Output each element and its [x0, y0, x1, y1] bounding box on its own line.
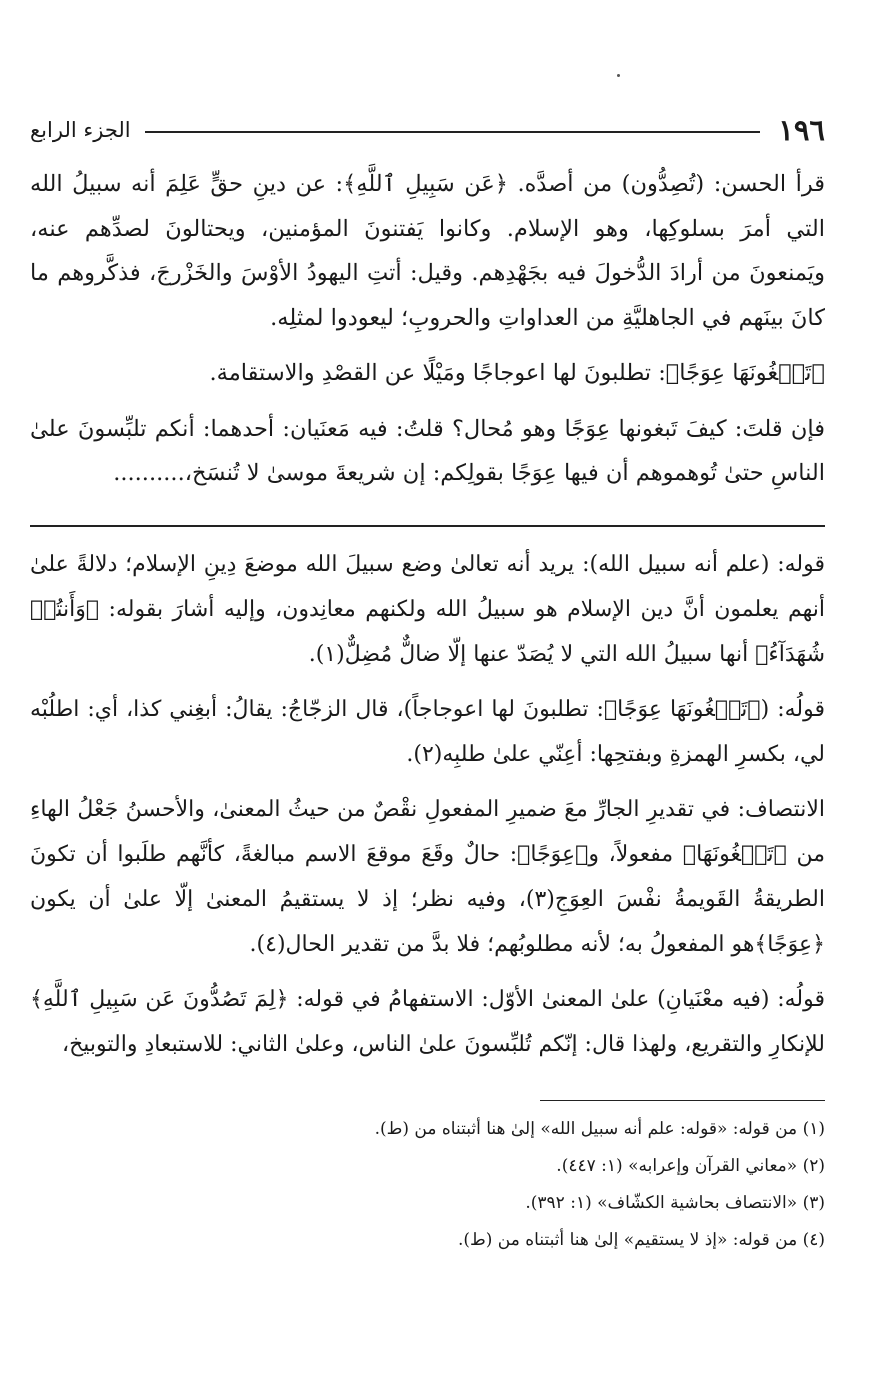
main-text: [30, 162, 825, 507]
footnote-divider: [540, 1100, 825, 1101]
main-paragraph: فإن قلتَ: كيفَ تَبغونها عِوَجًا وهو مُحال؟ قلتُ: فيه مَعنَيان: أحدهما: أنكم تلبِّسونَ علىٰ الناسِ حتىٰ تُوهموهم أن فيها عِوَجًا بقولِكم: إن شريعةَ موسىٰ لا تُنسَخ،..........: [30, 415, 825, 486]
header-rule: [145, 131, 761, 133]
footnotes: [30, 1111, 825, 1259]
footnote: (١) من قوله: «قوله: علم أنه سبيل الله» إلىٰ هنا أثبتناه من (ط).: [374, 1119, 825, 1139]
page-header: [30, 112, 825, 148]
main-paragraph: ﴿تَبۡغُونَهَا عِوَجًا﴾: تطلبونَ لها اعوجاجًا ومَيْلًا عن القصْدِ والاستقامة.: [209, 360, 825, 386]
commentary-text: [30, 542, 825, 1077]
main-commentary-divider: [30, 525, 825, 527]
commentary-paragraph: قولُه: (فيه معْنَيانِ) علىٰ المعنىٰ الأوّل: الاستفهامُ في قوله: ﴿لِمَ تَصُدُّونَ عَن سَبِيلِ ٱللَّهِ﴾ للإنكارِ والتقريع، ولهذا قال: إنّكم تُلبِّسونَ علىٰ الناس، وعلىٰ الثاني: للاستبعادِ والتوبيخ،: [30, 987, 825, 1057]
main-paragraph: قرأ الحسن: (تُصِدُّون) من أصدَّه. ﴿عَن سَبِيلِ ٱللَّهِ﴾: عن دينِ حقٍّ عَلِمَ أنه سبيلُ الله التي أمرَ بسلوكِها، وهو الإسلام. وكانوا يَفتنونَ المؤمنين، ويحتالونَ لصدِّهم عنه، ويَمنعونَ من أرادَ الدُّخولَ فيه بجَهْدِهم. وقيل: أتتِ اليهودُ الأوْسَ والخَزْرجَ، فذكَّروهم ما كانَ بينَهم في الجاهليَّةِ من العداواتِ والحروبِ؛ ليعودوا لمثلِه.: [30, 171, 825, 331]
commentary-paragraph: الانتصاف: في تقديرِ الجارِّ معَ ضميرِ المفعولِ نقْصٌ من حيثُ المعنىٰ، والأحسنُ جَعْلُ الهاءِ من ﴿تَبۡغُونَهَا﴾ مفعولاً، و﴿عِوَجًا﴾: حالٌ وقَعَ موقعَ الاسم مبالغةً، كأنَّهم طلَبوا أن تكونَ الطريقةُ القَويمةُ نفْسَ العِوَجِ(٣)، وفيه نظر؛ إذ لا يستقيمُ المعنىٰ إلّا علىٰ أن يكون ﴿عِوَجًا﴾هو المفعولُ به؛ لأنه مطلوبُهم؛ فلا بدَّ من تقدير الحال(٤).: [30, 797, 825, 957]
footnote: (٣) «الانتصاف بحاشية الكشّاف» (١: ٣٩٢).: [525, 1193, 825, 1213]
commentary-paragraph: قوله: (علم أنه سبيل الله): يريد أنه تعالىٰ وضع سبيلَ الله موضعَ دِينِ الإسلام؛ دلالةً علىٰ أنهم يعلمون أنَّ دين الإسلام هو سبيلُ الله ولكنهم معانِدون، وإليه أشارَ بقوله: ﴿وَأَنتُمۡ شُهَدَآءُ﴾ أنها سبيلُ الله التي لا يُصَدّ عنها إلّا ضالٌّ مُضِلٌّ(١).: [30, 552, 825, 667]
commentary-paragraph: قولُه: (﴿تَبۡغُونَهَا عِوَجًا﴾: تطلبونَ لها اعوجاجاً)، قال الزجّاجُ: يقالُ: أبغِني كذا، أي: اطلُبْه لي، بكسرِ الهمزةِ وبفتحِها: أعِنّي علىٰ طلبِه(٢).: [30, 697, 825, 767]
page-number: ١٩٦: [778, 113, 825, 147]
part-title: الجزء الرابع: [30, 118, 131, 142]
footnote: (٢) «معاني القرآن وإعرابه» (١: ٤٤٧).: [556, 1156, 825, 1176]
footnote: (٤) من قوله: «إذ لا يستقيم» إلىٰ هنا أثبتناه من (ط).: [457, 1230, 825, 1250]
speck-mark: [617, 74, 620, 77]
